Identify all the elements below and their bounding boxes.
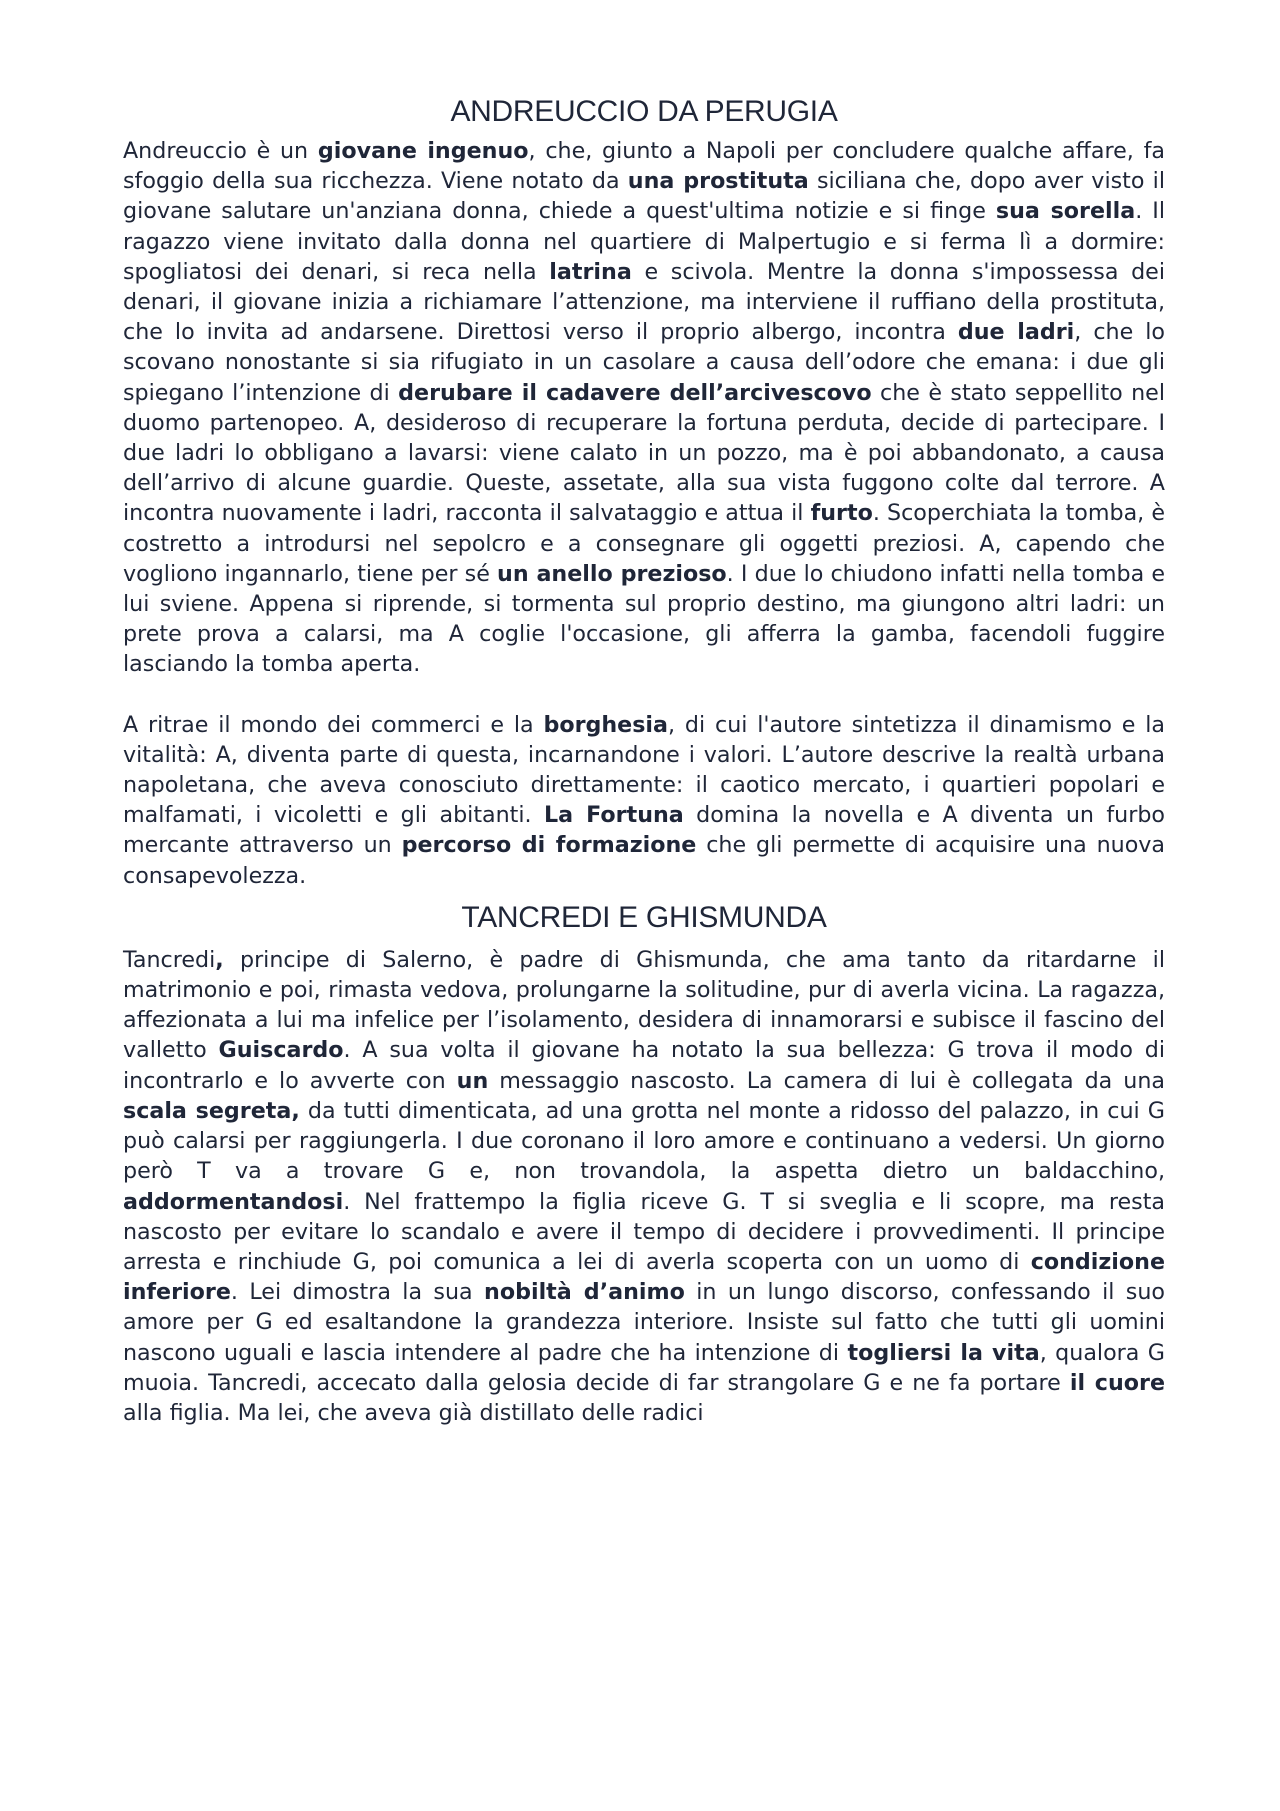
- text-run: . Lei dimostra la sua: [230, 1279, 485, 1306]
- text-run: . A sua volta il giovane ha notato la sua bellezza: G trova il modo di incontrarlo e lo avverte con: [123, 1037, 1166, 1094]
- text-run: che è stato seppellito nel duomo partenopeo. A, desideroso di recuperare la fortuna perduta, decide di partecipare. I due ladri lo obbligano a lavarsi: viene calato in un pozzo, ma è poi abbandonato, a causa dell’arrivo di alcune guardie. Queste, assetate, alla sua vista fuggono colte dal terrore. A incontra nuovamente i ladri, racconta il salvataggio e attua il: [123, 379, 1165, 527]
- paragraph-tancredi-plot: [123, 945, 1165, 1428]
- bold-keyword: condizione inferiore: [123, 1248, 1165, 1306]
- bold-keyword: una prostituta: [627, 168, 809, 195]
- bold-keyword: scala segreta,: [123, 1097, 300, 1124]
- text-run: da tutti dimenticata, ad una grotta nel monte a ridosso del palazzo, in cui G può calarsi per raggiungerla. I due coronano il loro amore e continuano a vedersi. Un giorno però T va a trovare G e, non trovandola, la aspetta dietro un baldacchino,: [123, 1097, 1165, 1185]
- bold-keyword: il cuore: [1069, 1369, 1165, 1396]
- bold-keyword: addormentandosi: [123, 1188, 344, 1215]
- bold-keyword: un anello prezioso: [497, 560, 727, 587]
- bold-keyword: percorso di formazione: [401, 832, 697, 859]
- bold-keyword: La Fortuna: [543, 802, 684, 829]
- section-title-andreuccio: ANDREUCCIO DA PERUGIA: [450, 95, 838, 128]
- text-run: che gli permette di acquisire una nuova consapevolezza.: [123, 832, 1166, 889]
- text-run: , qualora G muoia. Tancredi, accecato dalla gelosia decide di far strangolare G e ne fa portare: [123, 1339, 1166, 1396]
- text-run: domina la novella e A diventa un furbo mercante attraverso un: [123, 802, 1165, 859]
- text-run: principe di Salerno, è padre di Ghismunda, che ama tanto da ritardarne il matrimonio e poi, rimasta vedova, prolungarne la solitudine, pur di averla vicina. La ragazza, affezionata a lui ma infelice per l’isolamento, desidera di innamorarsi e subisce il fascino del valletto: [123, 946, 1165, 1064]
- text-run: . Nel frattempo la figlia riceve G. T si sveglia e li scopre, ma resta nascosto per evitare lo scandalo e avere il tempo di decidere i provvedimenti. Il principe arresta e rinchiude G, poi comunica a lei di averla scoperta con un uomo di: [123, 1188, 1165, 1275]
- text-run: . Il ragazzo viene invitato dalla donna nel quartiere di Malpertugio e si ferma lì a dormire: spogliatosi dei denari, si reca nella: [123, 198, 1166, 285]
- text-run: e scivola. Mentre la donna s'impossessa dei denari, il giovane inizia a richiamare l’attenzione, ma interviene il ruffiano della prostituta, che lo invita ad andarsene. Direttosi verso il proprio albergo, incontra: [123, 258, 1166, 346]
- paragraph-andreuccio-plot: [123, 136, 1165, 680]
- text-run: , che lo scovano nonostante si sia rifugiato in un casolare a causa dell’odore che emana: i due gli spiegano l’intenzione di: [123, 319, 1166, 406]
- bold-keyword: sua sorella: [995, 198, 1136, 225]
- text-run: . I due lo chiudono infatti nella tomba e lui sviene. Appena si riprende, si tormenta sul proprio destino, ma giungono altri ladri: un prete prova a calarsi, ma A coglie l'occasione, gli afferra la gamba, facendoli fuggire lasciando la tomba aperta.: [123, 560, 1166, 678]
- text-run: in un lungo discorso, confessando il suo amore per G ed esaltandone la grandezza interiore. Insiste sul fatto che tutti gli uomini nascono uguali e lascia intendere al padre che ha intenzione di: [123, 1279, 1165, 1366]
- section-title-tancredi: TANCREDI E GHISMUNDA: [461, 900, 827, 934]
- bold-keyword: giovane ingenuo: [317, 138, 529, 164]
- bold-keyword: furto: [810, 500, 873, 527]
- text-run: A ritrae il mondo dei commerci e la: [123, 711, 544, 738]
- text-run: alla figlia. Ma lei, che aveva già distillato delle radici: [123, 1399, 704, 1426]
- text-run: Andreuccio è un: [123, 138, 318, 164]
- bold-keyword: ,: [215, 946, 224, 973]
- text-run: , di cui l'autore sintetizza il dinamismo e la vitalità: A, diventa parte di questa, incarnandone i valori. L’autore descrive la realtà urbana napoletana, che aveva conosciuto direttamente: il caotico mercato, i quartieri popolari e malfamati, i vicoletti e gli abitanti.: [123, 711, 1165, 829]
- bold-keyword: latrina: [549, 258, 632, 285]
- text-run: , che, giunto a Napoli per concludere qualche affare, fa sfoggio della sua ricchezza. Viene notato da: [123, 138, 1165, 195]
- document-page: [123, 88, 1165, 1428]
- bold-keyword: due ladri: [957, 319, 1075, 346]
- bold-keyword: nobiltà d’animo: [484, 1279, 685, 1306]
- bold-keyword: borghesia: [543, 711, 669, 738]
- bold-keyword: derubare il cadavere dell’arcivescovo: [398, 379, 872, 406]
- paragraph-andreuccio-analysis: [123, 710, 1165, 891]
- text-run: messaggio nascosto. La camera di lui è collegata da una: [488, 1067, 1165, 1094]
- text-run: . Scoperchiata la tomba, è costretto a introdursi nel sepolcro e a consegnare gli oggetti preziosi. A, capendo che vogliono ingannarlo, tiene per sé: [123, 500, 1166, 587]
- bold-keyword: togliersi la vita: [847, 1339, 1040, 1366]
- text-run: siciliana che, dopo aver visto il giovane salutare un'anziana donna, chiede a quest'ultima notizie e si finge: [123, 168, 1165, 225]
- text-run: Tancredi: [123, 946, 216, 973]
- bold-keyword: un: [456, 1067, 489, 1094]
- bold-keyword: Guiscardo: [218, 1037, 344, 1064]
